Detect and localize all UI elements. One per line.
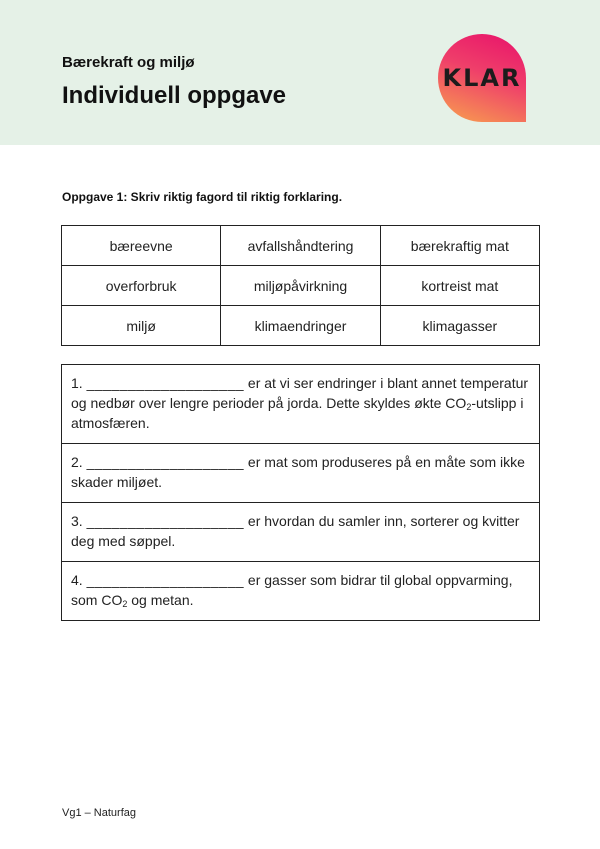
definition-number: 2. — [71, 454, 83, 470]
word-cell: miljøpåvirkning — [221, 266, 380, 306]
subject-label: Bærekraft og miljø — [62, 54, 195, 71]
subscript: 2 — [466, 402, 472, 412]
word-bank-table — [61, 225, 540, 346]
word-cell: klimaendringer — [221, 306, 380, 346]
page-footer: Vg1 – Naturfag — [62, 807, 136, 819]
definition-row — [62, 503, 539, 562]
definition-text-tail: -utslipp i atmosfæren. — [71, 395, 524, 431]
definition-text: er gasser som bidrar til global oppvarming, som CO — [71, 572, 513, 608]
answer-blank[interactable]: ___________________ — [86, 375, 245, 391]
answer-blank[interactable]: ___________________ — [86, 572, 245, 588]
task-heading: Oppgave 1: Skriv riktig fagord til riktig forklaring. — [62, 190, 343, 204]
klar-logo — [438, 34, 526, 122]
page-title: Individuell oppgave — [62, 82, 287, 109]
word-cell: klimagasser — [380, 306, 539, 346]
subscript: 2 — [122, 599, 128, 609]
word-cell: bærekraftig mat — [380, 226, 539, 266]
definition-row — [62, 562, 539, 620]
logo-text: KLAR — [442, 64, 522, 92]
definition-number: 4. — [71, 572, 83, 588]
definitions-table — [61, 364, 540, 621]
definition-text-tail: og metan. — [127, 592, 194, 608]
definition-text: er hvordan du samler inn, sorterer og kvitter deg med søppel. — [71, 513, 520, 549]
definition-row — [62, 365, 539, 444]
word-cell: bæreevne — [62, 226, 221, 266]
word-cell: overforbruk — [62, 266, 221, 306]
word-cell: miljø — [62, 306, 221, 346]
definition-number: 1. — [71, 375, 83, 391]
definition-text: er mat som produseres på en måte som ikke skader miljøet. — [71, 454, 525, 490]
word-row — [62, 306, 540, 346]
definition-row — [62, 444, 539, 503]
word-cell: kortreist mat — [380, 266, 539, 306]
word-row — [62, 266, 540, 306]
definition-text: er at vi ser endringer i blant annet temperatur og nedbør over lengre perioder på jorda. Dette skyldes økte CO — [71, 375, 529, 411]
word-row — [62, 226, 540, 266]
answer-blank[interactable]: ___________________ — [86, 454, 245, 470]
answer-blank[interactable]: ___________________ — [86, 513, 245, 529]
word-cell: avfallshåndtering — [221, 226, 380, 266]
definition-number: 3. — [71, 513, 83, 529]
page-header — [0, 0, 600, 145]
